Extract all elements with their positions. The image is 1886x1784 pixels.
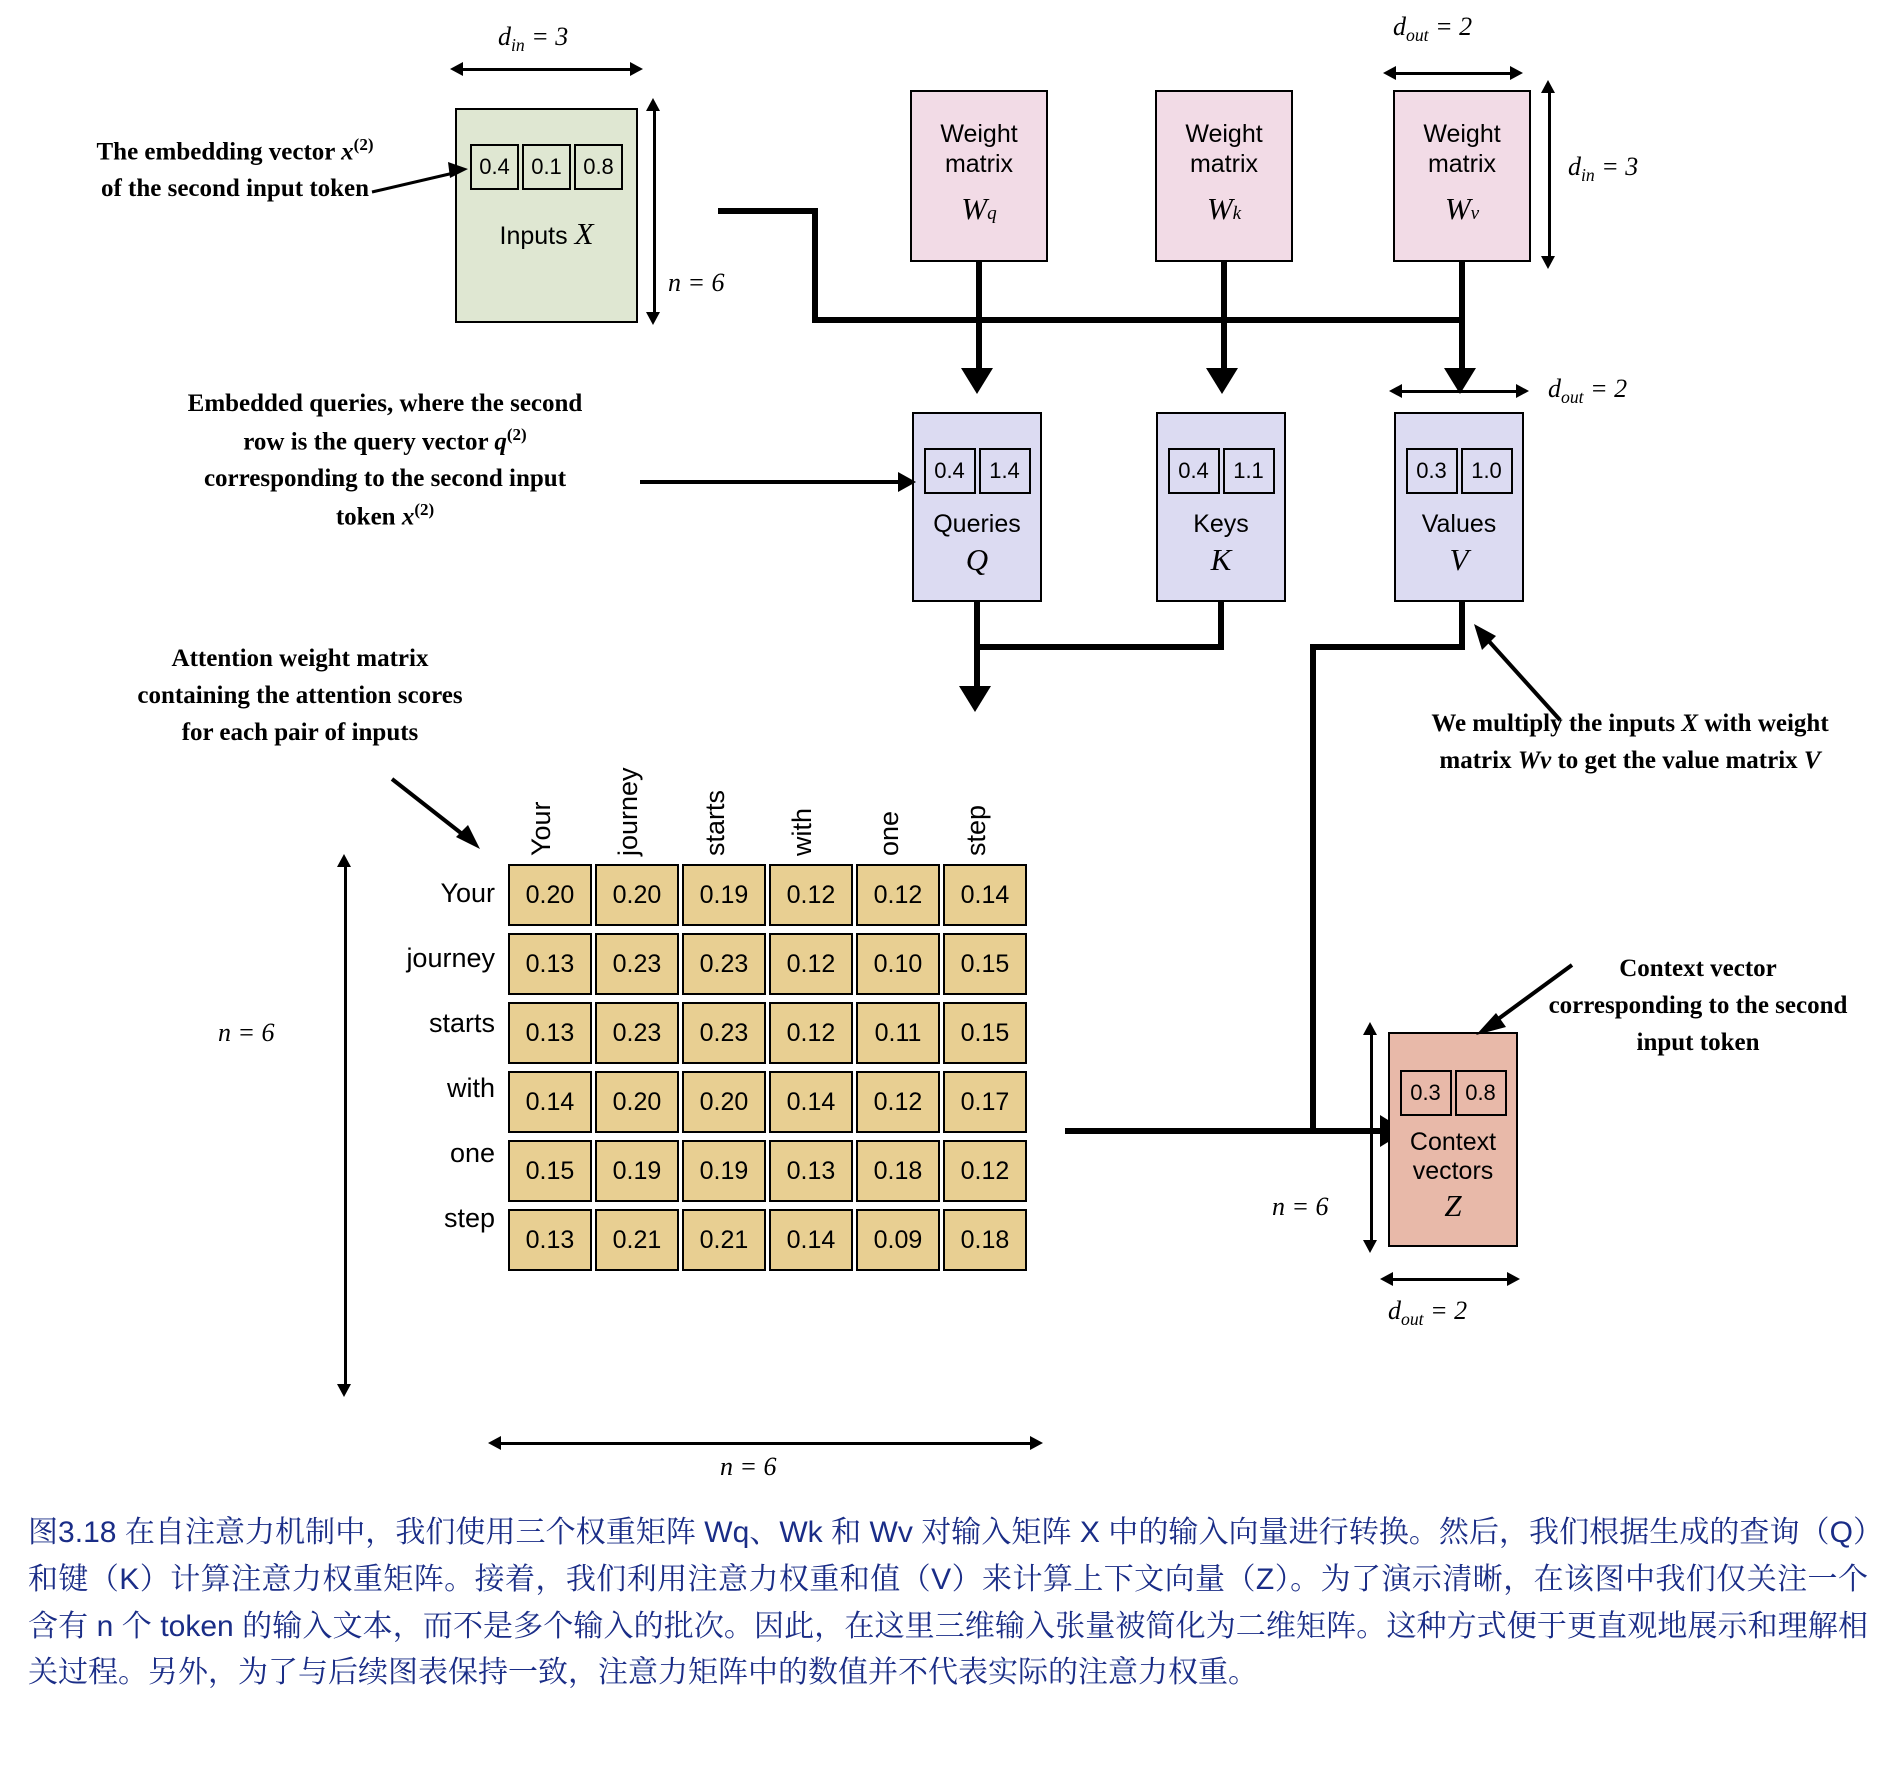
attention-cell: 0.12 xyxy=(856,1071,940,1133)
attention-cell: 0.20 xyxy=(595,864,679,926)
context-value-cell: 0.8 xyxy=(1455,1070,1507,1116)
keys-label: Keys xyxy=(1193,510,1249,538)
queries-value-row xyxy=(924,448,1031,494)
attention-cell: 0.20 xyxy=(595,1071,679,1133)
context-symbol: Z xyxy=(1444,1188,1462,1223)
attention-row-label: step xyxy=(443,1202,495,1233)
connector-k-down xyxy=(1218,602,1224,650)
attention-cell: 0.12 xyxy=(769,864,853,926)
queries-symbol: Q xyxy=(965,541,989,577)
attention-cell: 0.19 xyxy=(595,1140,679,1202)
dim-d-out-qkv-arrow-right xyxy=(1516,384,1529,398)
keys-matrix xyxy=(1156,412,1286,602)
inputs-value-cell: 0.1 xyxy=(522,144,571,190)
connector-inputs-h2 xyxy=(812,317,1462,323)
wq-label: Weight matrix xyxy=(940,120,1018,178)
dim-d-in-top-arrow-left xyxy=(450,62,463,76)
inputs-value-row xyxy=(470,144,623,190)
attention-cell: 0.21 xyxy=(682,1209,766,1271)
values-matrix xyxy=(1394,412,1524,602)
annotation-queries-line xyxy=(640,480,902,484)
arrow-wq-to-queries xyxy=(976,262,982,372)
dim-d-out-qkv-arrow-left xyxy=(1389,384,1402,398)
attention-cell: 0.15 xyxy=(508,1140,592,1202)
attention-cell: 0.12 xyxy=(943,1140,1027,1202)
attention-cell: 0.20 xyxy=(508,864,592,926)
annotation-attention-arrow xyxy=(390,775,510,865)
dim-d-in-right-arrow-down xyxy=(1541,256,1555,269)
inputs-matrix xyxy=(455,108,638,323)
connector-v-vertical xyxy=(1310,644,1316,1134)
attention-cell: 0.18 xyxy=(943,1209,1027,1271)
values-value-cell: 1.0 xyxy=(1461,448,1513,494)
dim-d-in-right: $d_{in} = 3$ xyxy=(1568,152,1639,186)
queries-value-cell: 0.4 xyxy=(924,448,976,494)
wk-label: Weight matrix xyxy=(1185,120,1263,178)
dim-n-inputs: n = 6 xyxy=(668,268,725,297)
arrow-wk-head xyxy=(1206,368,1238,394)
attention-cell: 0.23 xyxy=(682,1002,766,1064)
values-value-cell: 0.3 xyxy=(1406,448,1458,494)
attention-cell: 0.21 xyxy=(595,1209,679,1271)
attention-cell: 0.14 xyxy=(769,1209,853,1271)
values-value-row xyxy=(1406,448,1513,494)
attention-col-label: step xyxy=(961,804,991,856)
dim-n-rows-line xyxy=(344,866,347,1388)
attention-col-label: with xyxy=(787,807,817,856)
attention-cell: 0.20 xyxy=(682,1071,766,1133)
queries-matrix xyxy=(912,412,1042,602)
dim-n-context: n = 6 xyxy=(1272,1192,1329,1221)
wv-label: Weight matrix xyxy=(1423,120,1501,178)
attention-col-label: Your xyxy=(526,801,556,856)
dim-n-cols-arrow-left xyxy=(488,1436,501,1450)
connector-v-left xyxy=(1310,644,1465,650)
dim-n-cols-line xyxy=(500,1442,1035,1445)
annotation-embedding-vector: The embedding vector $x^{(2)}$ of the second input token xyxy=(96,135,374,203)
dim-n-cols-arrow-right xyxy=(1030,1436,1043,1450)
dim-n-rows-arrow-up xyxy=(337,854,351,867)
queries-label: Queries xyxy=(933,510,1021,538)
annotation-multiply-arrow xyxy=(1460,620,1580,730)
annotation-embedded-queries: Embedded queries, where the second row is the query vector $q^{(2)}$ corresponding to the second input token $x^{(2)}$ xyxy=(187,390,583,531)
annotation-multiply-inputs: We multiply the inputs X with weight matrix Wv to get the value matrix V xyxy=(1431,710,1829,774)
keys-value-cell: 0.4 xyxy=(1168,448,1220,494)
attention-cell: 0.15 xyxy=(943,1002,1027,1064)
attention-cell: 0.10 xyxy=(856,933,940,995)
dim-n-cols: n = 6 xyxy=(720,1452,777,1481)
dim-d-out-context-arrow-right xyxy=(1507,1272,1520,1286)
attention-cell: 0.13 xyxy=(508,933,592,995)
annotation-context-arrow xyxy=(1462,955,1582,1040)
keys-value-row xyxy=(1168,448,1275,494)
attention-cell: 0.23 xyxy=(682,933,766,995)
wk-symbol: Wk xyxy=(1206,191,1242,226)
inputs-value-cell: 0.8 xyxy=(574,144,623,190)
attention-cell: 0.12 xyxy=(856,864,940,926)
connector-inputs-v1 xyxy=(812,208,818,323)
context-value-cell: 0.3 xyxy=(1400,1070,1452,1116)
dim-d-in-right-line xyxy=(1548,92,1551,260)
attention-row-label: Your xyxy=(440,877,495,908)
attention-col-labels xyxy=(508,716,1030,856)
attention-cell: 0.23 xyxy=(595,1002,679,1064)
dim-d-in-top: $d_{in} = 3$ xyxy=(498,22,569,56)
arrow-wk-to-keys xyxy=(1221,262,1227,372)
annotation-attention-weight-matrix: Attention weight matrix containing the attention scores for each pair of inputs xyxy=(137,645,463,746)
weight-matrix-wk xyxy=(1155,90,1293,262)
dim-n-inputs-arrow-up xyxy=(646,98,660,111)
attention-col-label: one xyxy=(874,810,904,856)
arrow-attention-head xyxy=(959,686,991,712)
annotation-context-vector: Context vector corresponding to the second input token xyxy=(1548,955,1848,1056)
attention-matrix xyxy=(508,864,1023,1271)
dim-n-context-line xyxy=(1370,1034,1373,1244)
connector-qk-join xyxy=(974,644,1224,650)
dim-d-out-top-line xyxy=(1393,72,1515,75)
attention-cell: 0.12 xyxy=(769,933,853,995)
attention-row-labels xyxy=(330,864,495,1254)
attention-cell: 0.15 xyxy=(943,933,1027,995)
wq-symbol: Wq xyxy=(961,191,997,226)
dim-d-in-top-arrow-right xyxy=(630,62,643,76)
dim-d-out-context-arrow-left xyxy=(1380,1272,1393,1286)
keys-symbol: K xyxy=(1210,541,1232,577)
dim-d-out-top-arrow-left xyxy=(1383,66,1396,80)
dim-d-out-context-line xyxy=(1390,1278,1512,1281)
weight-matrix-wq xyxy=(910,90,1048,262)
attention-cell: 0.19 xyxy=(682,1140,766,1202)
attention-row-label: with xyxy=(446,1072,495,1103)
dim-d-in-top-line xyxy=(460,68,635,71)
dim-n-inputs-arrow-down xyxy=(646,312,660,325)
dim-n-rows: n = 6 xyxy=(218,1018,275,1047)
arrow-wv-to-values xyxy=(1459,262,1465,372)
dim-n-context-arrow-down xyxy=(1363,1240,1377,1253)
keys-value-cell: 1.1 xyxy=(1223,448,1275,494)
dim-d-out-top-arrow-right xyxy=(1510,66,1523,80)
attention-cell: 0.23 xyxy=(595,933,679,995)
dim-n-inputs-line xyxy=(653,110,656,315)
dim-n-context-arrow-up xyxy=(1363,1022,1377,1035)
arrow-wq-head xyxy=(961,368,993,394)
attention-cell: 0.14 xyxy=(943,864,1027,926)
attention-row-label: starts xyxy=(428,1007,495,1038)
connector-inputs-h1 xyxy=(718,208,818,214)
inputs-label: Inputs X xyxy=(499,216,594,251)
annotation-queries-arrowhead xyxy=(898,472,916,492)
attention-row-label: one xyxy=(449,1137,495,1168)
attention-col-label: starts xyxy=(700,789,730,856)
queries-value-cell: 1.4 xyxy=(979,448,1031,494)
attention-cell: 0.13 xyxy=(508,1209,592,1271)
dim-d-in-right-arrow-up xyxy=(1541,80,1555,93)
attention-row-label: journey xyxy=(406,942,495,973)
attention-cell: 0.18 xyxy=(856,1140,940,1202)
dim-d-out-context: $d_{out} = 2$ xyxy=(1388,1296,1468,1330)
context-label: Context vectors xyxy=(1409,1128,1497,1185)
attention-cell: 0.12 xyxy=(769,1002,853,1064)
dim-n-rows-arrow-down xyxy=(337,1384,351,1397)
dim-d-out-qkv: $d_{out} = 2$ xyxy=(1548,374,1628,408)
attention-cell: 0.13 xyxy=(508,1002,592,1064)
attention-col-label: journey xyxy=(613,767,643,856)
inputs-value-cell: 0.4 xyxy=(470,144,519,190)
attention-grid xyxy=(508,864,1023,1271)
values-symbol: V xyxy=(1449,541,1469,577)
dim-d-out-top: $d_{out} = 2$ xyxy=(1393,12,1473,46)
attention-cell: 0.19 xyxy=(682,864,766,926)
attention-cell: 0.11 xyxy=(856,1002,940,1064)
annotation-embedding-arrow xyxy=(370,150,480,210)
values-label: Values xyxy=(1421,510,1497,538)
attention-cell: 0.14 xyxy=(769,1071,853,1133)
attention-cell: 0.17 xyxy=(943,1071,1027,1133)
dim-d-out-qkv-line xyxy=(1399,390,1521,393)
weight-matrix-wv xyxy=(1393,90,1531,262)
attention-cell: 0.14 xyxy=(508,1071,592,1133)
context-value-row xyxy=(1400,1070,1507,1116)
context-vectors-matrix xyxy=(1388,1032,1518,1247)
connector-attention-to-z xyxy=(1065,1128,1385,1134)
attention-cell: 0.09 xyxy=(856,1209,940,1271)
attention-cell: 0.13 xyxy=(769,1140,853,1202)
figure-caption: 图3.18 在自注意力机制中，我们使用三个权重矩阵 Wq、Wk 和 Wv 对输入矩阵 X 中的输入向量进行转换。然后，我们根据生成的查询（Q）和键（K）计算注意力权重矩阵。接着，我们利用注意力权重和值（V）来计算上下文向量（Z）。为了演示清晰，在该图中我们仅关注一个含有 n 个 token 的输入文本，而不是多个输入的批次。因此，在这里三维输入张量被简化为二维矩阵。这种方式便于更直观地展示和理解相关过程。另外，为了与后续图表保持一致，注意力矩阵中的数值并不代表实际的注意力权重。 xyxy=(28,1516,1868,1690)
wv-symbol: Wv xyxy=(1444,191,1480,226)
